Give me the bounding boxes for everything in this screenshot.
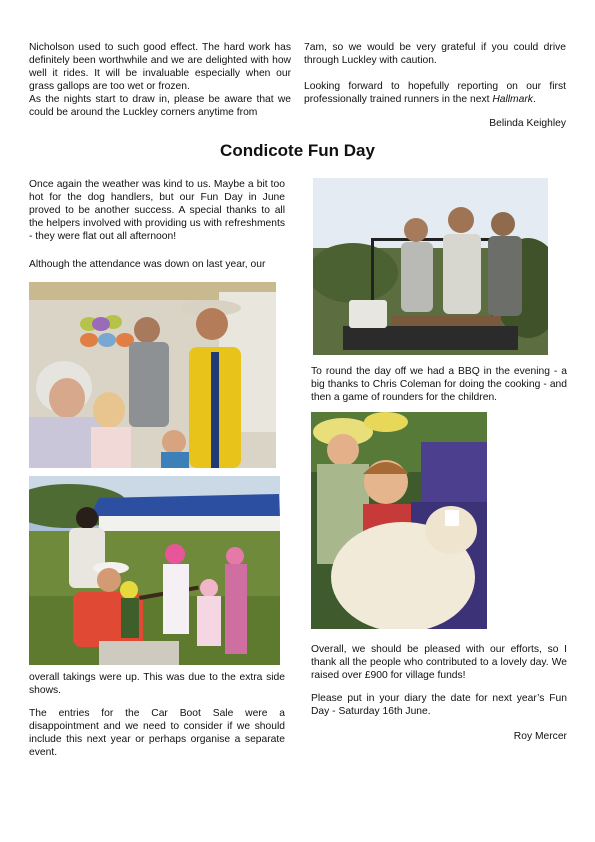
article-right-paragraph-3: Please put in your diary the date for next year’s Fun Day - Saturday 16th June. [311,693,567,717]
teddy-bear-photo [311,412,487,629]
top-left-paragraph-1: Nicholson used to such good effect. The hard work has definitely been worthwhile and we are delighted with how well it rides. It will be invaluable especially when our grass gallops are too wet or frozen. [29,42,291,92]
article-signature: Roy Mercer [513,731,567,742]
top-right-paragraph-2 [304,80,566,106]
fun-day-crowd-photo [29,282,276,468]
article-left-paragraph-4: The entries for the Car Boot Sale were a disappointment and we need to consider if we should include this next year or perhaps organise a separate event. [29,708,285,758]
article-title: Condicote Fun Day [220,141,375,160]
top-right-paragraph-2-end: . [532,94,536,105]
article-right-paragraph-1: To round the day off we had a BBQ in the evening - a big thanks to Chris Coleman for doing the cooking - and then a game of rounders for the children. [311,366,567,403]
article-left-paragraph-2: Although the attendance was down on last year, our [29,259,266,270]
top-right-paragraph-1: 7am, so we would be very grateful if you could drive through Luckley with caution. [304,42,566,66]
top-right-paragraph-2-text: Looking forward to hopefully reporting on our first professionally trained runners in the next [304,81,566,105]
article-right-paragraph-2: Overall, we should be pleased with our efforts, so I thank all the people who contributed to a lovely day. We raised over £900 for village funds! [311,644,567,681]
top-left-paragraph-2: As the nights start to draw in, please be aware that we could be around the Luckley corners anytime from [29,94,291,118]
top-signature: Belinda Keighley [489,118,566,129]
hallmark-italic: Hallmark [492,94,533,105]
bbq-photo [313,178,548,355]
marquee-field-photo [29,476,280,665]
article-left-paragraph-1: Once again the weather was kind to us. Maybe a bit too hot for the dog handlers, but our Fun Day in June proved to be another success. A special thanks to all the helpers involved with providing us with refreshments - they were flat out all afternoon! [29,179,285,242]
article-left-paragraph-3: overall takings were up. This was due to the extra side shows. [29,672,285,696]
